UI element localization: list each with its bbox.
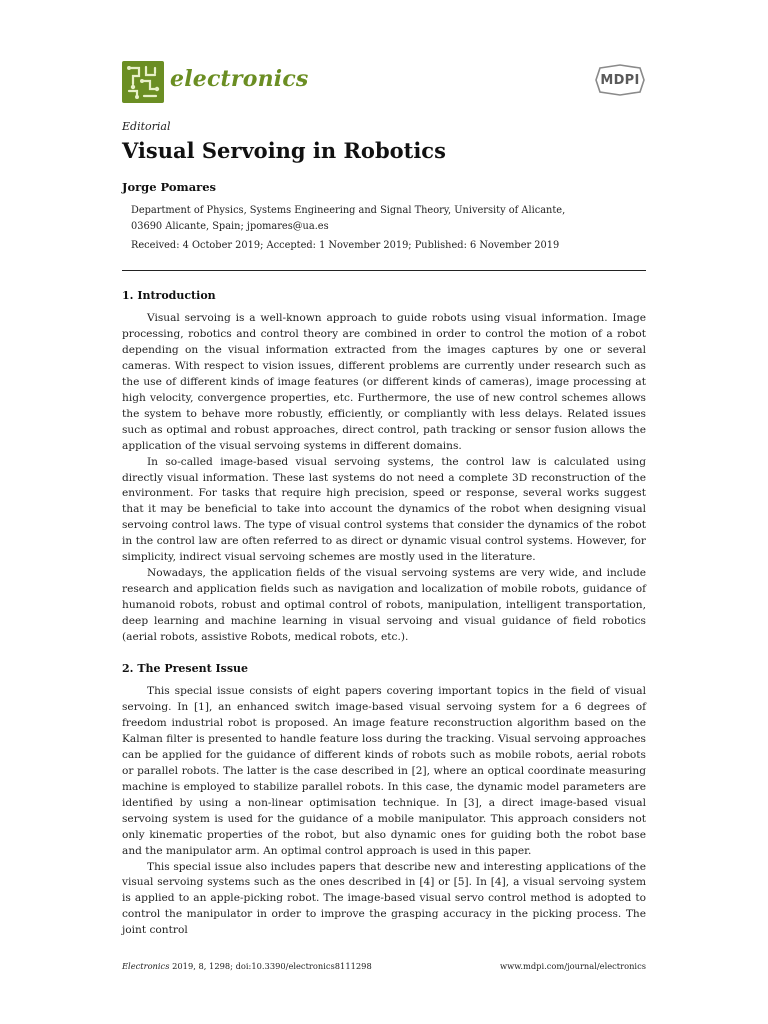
author-name: Jorge Pomares bbox=[122, 180, 217, 194]
mdpi-logo-icon bbox=[594, 64, 646, 96]
footer-journal: Electronics bbox=[122, 961, 170, 971]
journal-name: electronics bbox=[170, 66, 309, 92]
affiliation bbox=[131, 203, 651, 235]
header-divider bbox=[122, 270, 646, 271]
paper-body bbox=[122, 287, 646, 939]
affiliation-line: 03690 Alicante, Spain; jpomares@ua.es bbox=[131, 221, 329, 232]
section-introduction bbox=[122, 287, 646, 646]
paper-title: Visual Servoing in Robotics bbox=[122, 138, 446, 163]
publication-dates: Received: 4 October 2019; Accepted: 1 November 2019; Published: 6 November 2019 bbox=[131, 240, 560, 251]
paragraph: Nowadays, the application fields of the visual servoing systems are very wide, and include research and application fields such as navigation and localization of mobile robots, guidance of humanoid robots, robust and optimal control of robots, manipulation, intelligent transportation, deep learning and machine learning in visual servoing and visual guidance of field robotics (aerial robots, assistive Robots, medical robots, etc.). bbox=[122, 567, 646, 644]
paragraph: Visual servoing is a well-known approach to guide robots using visual information. Image processing, robotics and control theory are combined in order to control the motion of a robot depending on the visual information extracted from the images captures by one or several cameras. With respect to vision issues, different problems are currently under research such as the use of different kinds of image features (or different kinds of cameras), image processing at high velocity, convergence properties, etc. Furthermore, the use of new control schemes allows the system to behave more robustly, efficiently, or compliantly with less delays. Related issues such as optimal and robust approaches, direct control, path tracking or sensor fusion allows the application of the visual servoing systems in different domains. bbox=[122, 312, 646, 452]
section-heading: 1. Introduction bbox=[122, 289, 216, 302]
paragraph: This special issue also includes papers that describe new and interesting applications of the visual servoing systems such as the ones described in [4] or [5]. In [4], a visual servoing system is applied to an apple-picking robot. The image-based visual servo control method is adopted to control the manipulator in order to improve the grasping accuracy in the picking process. The joint control bbox=[122, 860, 646, 937]
footer-url[interactable]: www.mdpi.com/journal/electronics bbox=[500, 961, 646, 971]
section-present-issue bbox=[122, 660, 646, 939]
section-heading: 2. The Present Issue bbox=[122, 662, 249, 676]
publisher-name: MDPI bbox=[600, 73, 640, 88]
footer-citation bbox=[122, 961, 372, 971]
paragraph: This special issue consists of eight papers covering important topics in the field of visual servoing. In [1], an enhanced switch image-based visual servoing system for a 6 degrees of freedom industrial robot is proposed. An image feature reconstruction algorithm based on the Kalman filter is presented to handle feature loss during the tracking. Visual servoing approaches can be applied for the guidance of different kinds of robots such as mobile robots, aerial robots or parallel robots. The latter is the case described in [2], where an optical coordinate measuring machine is employed to stabilize parallel robots. In this case, the dynamic model parameters are identified by using a non-linear optimisation technique. In [3], a direct image-based visual servoing system is used for the guidance of a mobile manipulator. This approach considers not only kinematic properties of the robot, but also dynamic ones for guiding both the robot base and the manipulator arm. An optimal control approach is used in this paper. bbox=[122, 685, 646, 857]
paragraph: In so-called image-based visual servoing systems, the control law is calculated using directly visual information. These last systems do not need a complete 3D reconstruction of the environment. For tasks that require high precision, speed or response, several works suggest that it may be beneficial to take into account the dynamics of the robot when designing visual servoing control laws. The type of visual control systems that consider the dynamics of the robot in the control law are often referred to as direct or dynamic visual control systems. However, for simplicity, indirect visual servoing schemes are mostly used in the literature. bbox=[122, 455, 646, 564]
electronics-circuit-logo-icon bbox=[122, 61, 164, 103]
article-type: Editorial bbox=[122, 120, 171, 133]
affiliation-line: Department of Physics, Systems Engineering and Signal Theory, University of Alicante, bbox=[131, 205, 566, 216]
footer-citation-details: 2019, 8, 1298; doi:10.3390/electronics8111298 bbox=[169, 961, 372, 971]
